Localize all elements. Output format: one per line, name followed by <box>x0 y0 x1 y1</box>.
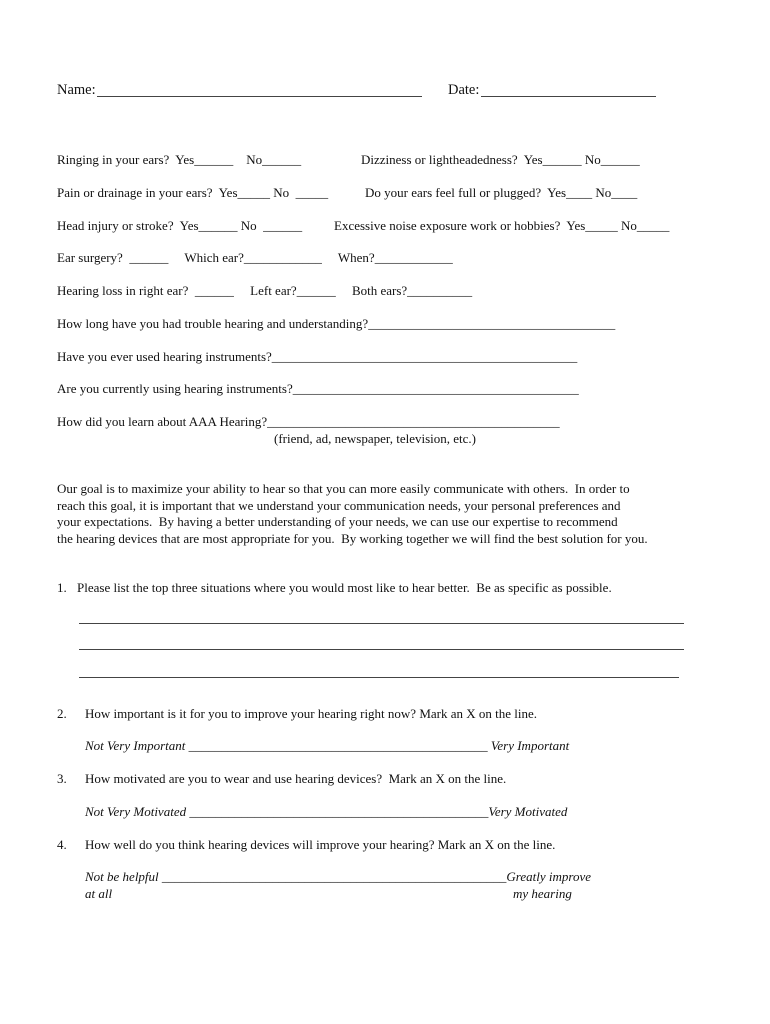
situation-answer-line-3[interactable] <box>79 677 679 678</box>
goal-paragraph-line-1: Our goal is to maximize your ability to hear so that you can more easily communicate with others. In order to <box>57 481 630 496</box>
question-referral-source[interactable]: How did you learn about AAA Hearing?_____________________________________________ <box>57 414 560 429</box>
question-used-instruments[interactable]: Have you ever used hearing instruments?_______________________________________________ <box>57 349 578 364</box>
importance-scale[interactable]: Not Very Important ______________________________________________ Very Important <box>85 738 570 753</box>
item-2-text: How important is it for you to improve your hearing right now? Mark an X on the line. <box>85 706 538 721</box>
question-noise-exposure[interactable]: Excessive noise exposure work or hobbies? Yes_____ No_____ <box>334 218 670 233</box>
improvement-scale-left-sub: at all <box>85 886 113 901</box>
question-ringing[interactable]: Ringing in your ears? Yes______ No______ <box>57 152 302 167</box>
name-field-line[interactable] <box>97 96 422 97</box>
referral-hint: (friend, ad, newspaper, television, etc.) <box>274 431 476 446</box>
situation-answer-line-2[interactable] <box>79 649 684 650</box>
item-1-text: Please list the top three situations where you would most like to hear better. Be as specific as possible. <box>77 580 612 595</box>
goal-paragraph-line-3: your expectations. By having a better understanding of your needs, we can use our expertise to recommend <box>57 514 618 529</box>
question-pain-drainage[interactable]: Pain or drainage in your ears? Yes_____ No _____ <box>57 185 329 200</box>
goal-paragraph-line-2: reach this goal, it is important that we understand your communication needs, your personal preferences and <box>57 498 621 513</box>
item-1-number: 1. <box>57 580 67 595</box>
item-3-number: 3. <box>57 771 67 786</box>
date-field-line[interactable] <box>481 96 656 97</box>
improvement-scale[interactable]: Not be helpful _____________________________________________________Greatly improve <box>85 869 592 884</box>
question-hearing-loss-side[interactable]: Hearing loss in right ear? ______ Left ear?______ Both ears?__________ <box>57 283 473 298</box>
question-dizziness[interactable]: Dizziness or lightheadedness? Yes______ No______ <box>361 152 640 167</box>
question-currently-using[interactable]: Are you currently using hearing instruments?____________________________________________ <box>57 381 579 396</box>
item-2-number: 2. <box>57 706 67 721</box>
name-label: Name: <box>57 82 96 98</box>
improvement-scale-right-sub: my hearing <box>513 886 572 901</box>
question-ear-surgery[interactable]: Ear surgery? ______ Which ear?____________ When?____________ <box>57 250 453 265</box>
goal-paragraph-line-4: the hearing devices that are most appropriate for you. By working together we will find the best solution for you. <box>57 531 648 546</box>
motivation-scale[interactable]: Not Very Motivated ______________________________________________Very Motivated <box>85 804 568 819</box>
situation-answer-line-1[interactable] <box>79 623 684 624</box>
question-ears-full[interactable]: Do your ears feel full or plugged? Yes____ No____ <box>365 185 638 200</box>
question-head-injury[interactable]: Head injury or stroke? Yes______ No ______ <box>57 218 303 233</box>
item-4-number: 4. <box>57 837 67 852</box>
item-4-text: How well do you think hearing devices will improve your hearing? Mark an X on the line. <box>85 837 556 852</box>
item-3-text: How motivated are you to wear and use hearing devices? Mark an X on the line. <box>85 771 507 786</box>
question-trouble-duration[interactable]: How long have you had trouble hearing and understanding?______________________________________ <box>57 316 616 331</box>
date-label: Date: <box>448 82 480 98</box>
